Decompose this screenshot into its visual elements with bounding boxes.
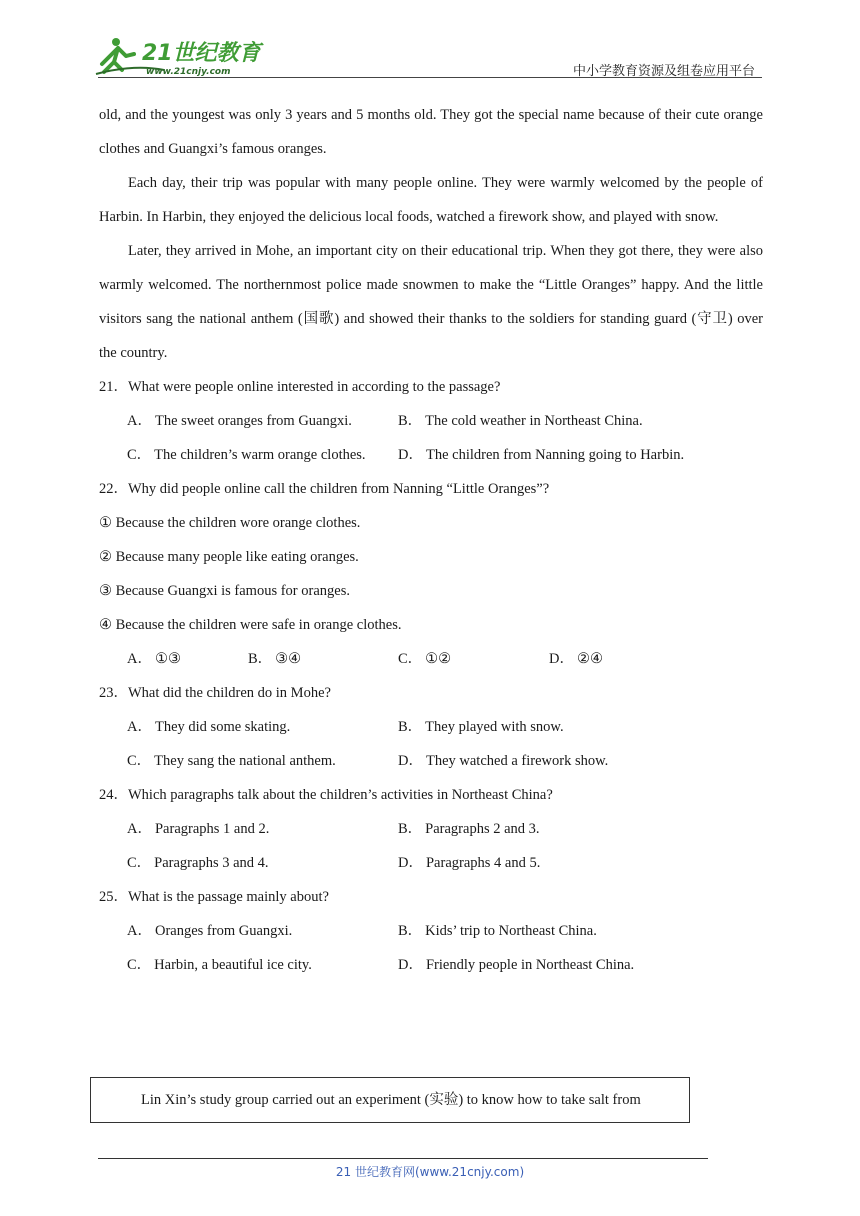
site-logo[interactable] (94, 34, 264, 80)
statement-1: ① Because the children wore orange clothes. (99, 515, 361, 531)
question-text: Why did people online call the children from Nanning “Little Oranges”? (128, 481, 550, 497)
next-passage-text: Lin Xin’s study group carried out an experiment (实验) to know how to take salt from (141, 1092, 641, 1108)
next-passage-box (90, 1077, 690, 1123)
passage-paragraph-1: old, and the youngest was only 3 years and 5 months old. They got the special name because of their cute orange clothes and Guangxi’s famous oranges. (99, 107, 763, 157)
option-b[interactable]: B． They played with snow. (398, 719, 564, 735)
option-b[interactable]: B． Kids’ trip to Northeast China. (398, 923, 597, 939)
statement-3: ③ Because Guangxi is famous for oranges. (99, 583, 350, 599)
page-content (99, 98, 763, 982)
option-c[interactable]: C． Harbin, a beautiful ice city. (127, 957, 312, 973)
option-list (127, 404, 763, 472)
page-header (0, 0, 860, 90)
option-c[interactable]: C． They sang the national anthem. (127, 753, 336, 769)
question-23 (99, 676, 763, 778)
option-c[interactable]: C． Paragraphs 3 and 4. (127, 855, 269, 871)
option-list (127, 914, 763, 982)
option-a[interactable]: A． They did some skating. (127, 719, 291, 735)
logo-url: www.21cnjy.com (146, 67, 231, 77)
option-d[interactable]: D． The children from Nanning going to Harbin. (398, 447, 685, 463)
option-c[interactable]: C． The children’s warm orange clothes. (127, 447, 366, 463)
question-number: 21． (99, 379, 128, 395)
header-divider (98, 77, 762, 78)
runner-logo-icon (94, 34, 264, 80)
question-25 (99, 880, 763, 982)
footer-link[interactable]: 21 世纪教育网(www.21cnjy.com) (335, 1165, 525, 1179)
option-b[interactable]: B． Paragraphs 2 and 3. (398, 821, 540, 837)
question-text: What is the passage mainly about? (128, 889, 329, 905)
option-list (127, 812, 763, 880)
option-list (127, 642, 763, 676)
option-a[interactable]: A． Oranges from Guangxi. (127, 923, 293, 939)
statement-2: ② Because many people like eating oranges. (99, 549, 359, 565)
option-a[interactable]: A． ①③ (127, 651, 181, 667)
option-d[interactable]: D． They watched a firework show. (398, 753, 609, 769)
option-b[interactable]: B． The cold weather in Northeast China. (398, 413, 643, 429)
option-d[interactable]: D． Paragraphs 4 and 5. (398, 855, 541, 871)
question-number: 23． (99, 685, 128, 701)
footer-divider (98, 1158, 708, 1159)
option-a[interactable]: A． Paragraphs 1 and 2. (127, 821, 270, 837)
question-text: What were people online interested in according to the passage? (128, 379, 501, 395)
question-text: What did the children do in Mohe? (128, 685, 331, 701)
platform-tagline: 中小学教育资源及组卷应用平台 (572, 64, 755, 79)
question-number: 22． (99, 481, 128, 497)
passage-paragraph-3: Later, they arrived in Mohe, an important city on their educational trip. When they got there, they were also warmly welcomed. The northernmost police made snowmen to make the “Little Oranges” happy. And the little visitors sang the national anthem (国歌) and showed their thanks to the soldiers for standing guard (守卫) over the country. (99, 243, 763, 361)
option-d[interactable]: D． ②④ (549, 651, 603, 667)
option-c[interactable]: C． ①② (398, 651, 452, 667)
statement-4: ④ Because the children were safe in orange clothes. (99, 617, 402, 633)
question-22 (99, 472, 763, 676)
logo-wordmark: 21世纪教育 (142, 41, 261, 66)
question-24 (99, 778, 763, 880)
option-a[interactable]: A． The sweet oranges from Guangxi. (127, 413, 352, 429)
option-list (127, 710, 763, 778)
question-number: 25． (99, 889, 128, 905)
question-number: 24． (99, 787, 128, 803)
option-d[interactable]: D． Friendly people in Northeast China. (398, 957, 635, 973)
question-text: Which paragraphs talk about the children’s activities in Northeast China? (128, 787, 553, 803)
option-b[interactable]: B． ③④ (248, 651, 302, 667)
passage-paragraph-2: Each day, their trip was popular with many people online. They were warmly welcomed by the people of Harbin. In Harbin, they enjoyed the delicious local foods, watched a firework show, and played with snow. (99, 175, 763, 225)
question-21 (99, 370, 763, 472)
